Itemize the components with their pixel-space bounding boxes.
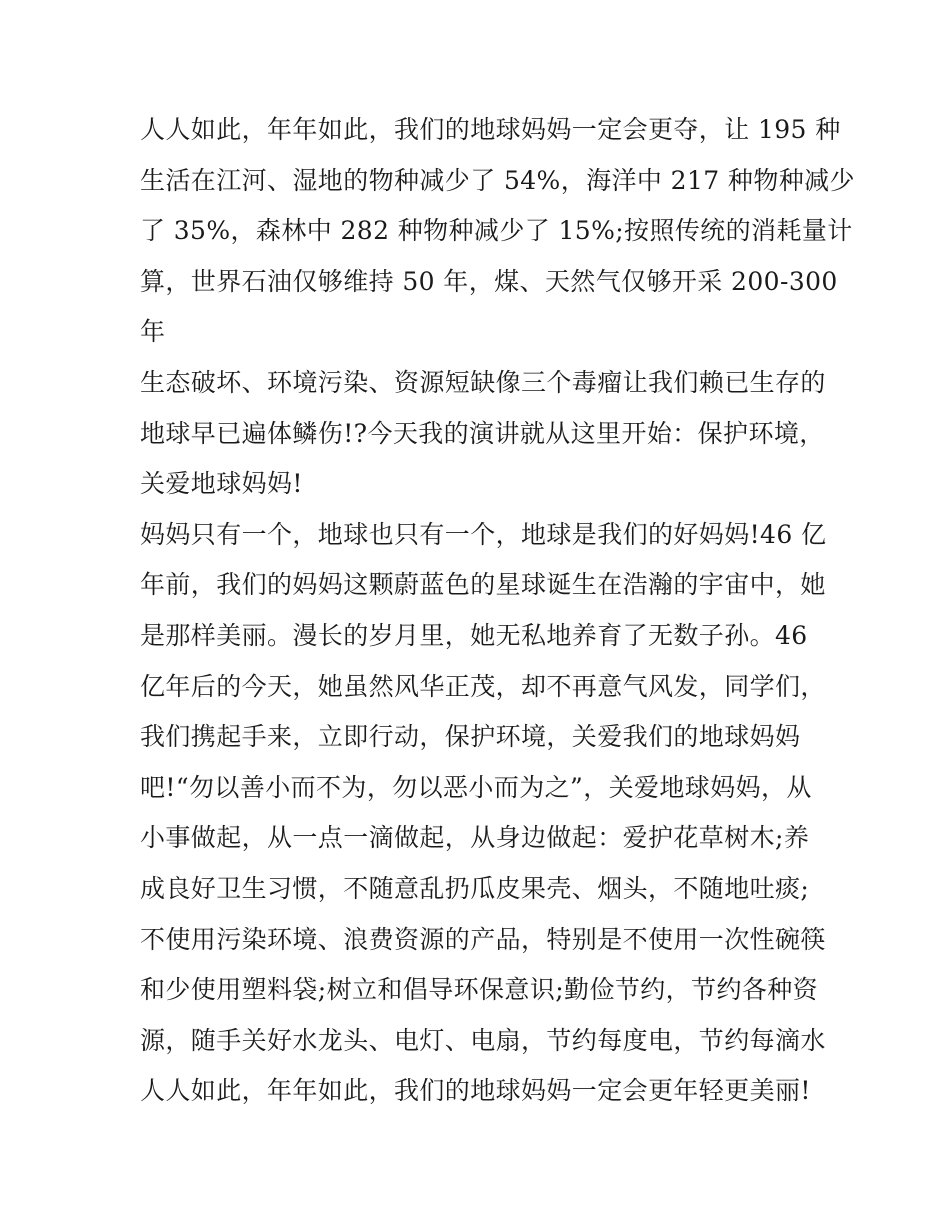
text-line: 亿年后的今天，她虽然风华正茂，却不再意气风发，同学们， [140,671,826,701]
text-line: 是那样美丽。漫长的岁月里，她无私地养育了无数子孙。46 [140,620,808,650]
text-line: 年前，我们的妈妈这颗蔚蓝色的星球诞生在浩瀚的宇宙中，她 [140,570,826,600]
text-line: 妈妈只有一个，地球也只有一个，地球是我们的好妈妈!46 亿 [140,519,827,549]
text-line: 关爱地球妈妈! [140,469,303,499]
text-line: 我们携起手来，立即行动，保护环境，关爱我们的地球妈妈 [140,722,801,752]
text-line: 成良好卫生习惯，不随意乱扔瓜皮果壳、烟头，不随地吐痰; [140,873,810,903]
text-line: 不使用污染环境、浪费资源的产品，特别是不使用一次性碗筷 [140,924,826,954]
body-text [140,105,855,1117]
text-line: 生活在江河、湿地的物种减少了 54%，海洋中 217 种物种减少 [140,165,855,195]
text-line: 地球早已遍体鳞伤!?今天我的演讲就从这里开始：保护环境， [140,418,825,448]
text-line: 和少使用塑料袋;树立和倡导环保意识;勤俭节约，节约各种资 [140,975,819,1005]
text-line: 了 35%，森林中 282 种物种减少了 15%;按照传统的消耗量计 [140,216,853,246]
text-line: 吧!“勿以善小而不为，勿以恶小而为之”，关爱地球妈妈，从 [140,772,812,802]
text-line: 人人如此，年年如此，我们的地球妈妈一定会更年轻更美丽! [140,1076,811,1106]
text-line: 小事做起，从一点一滴做起，从身边做起：爱护花草树木;养 [140,823,810,853]
text-line: 源，随手关好水龙头、电灯、电扇，节约每度电，节约每滴水 [140,1025,826,1055]
text-line: 人人如此，年年如此，我们的地球妈妈一定会更夺，让 195 种 [140,115,841,144]
text-line: 生态破坏、环境污染、资源短缺像三个毒瘤让我们赖已生存的 [140,367,826,397]
text-line: 算，世界石油仅够维持 50 年，煤、天然气仅够开采 200-300 [140,266,838,296]
text-line: 年 [140,317,166,347]
